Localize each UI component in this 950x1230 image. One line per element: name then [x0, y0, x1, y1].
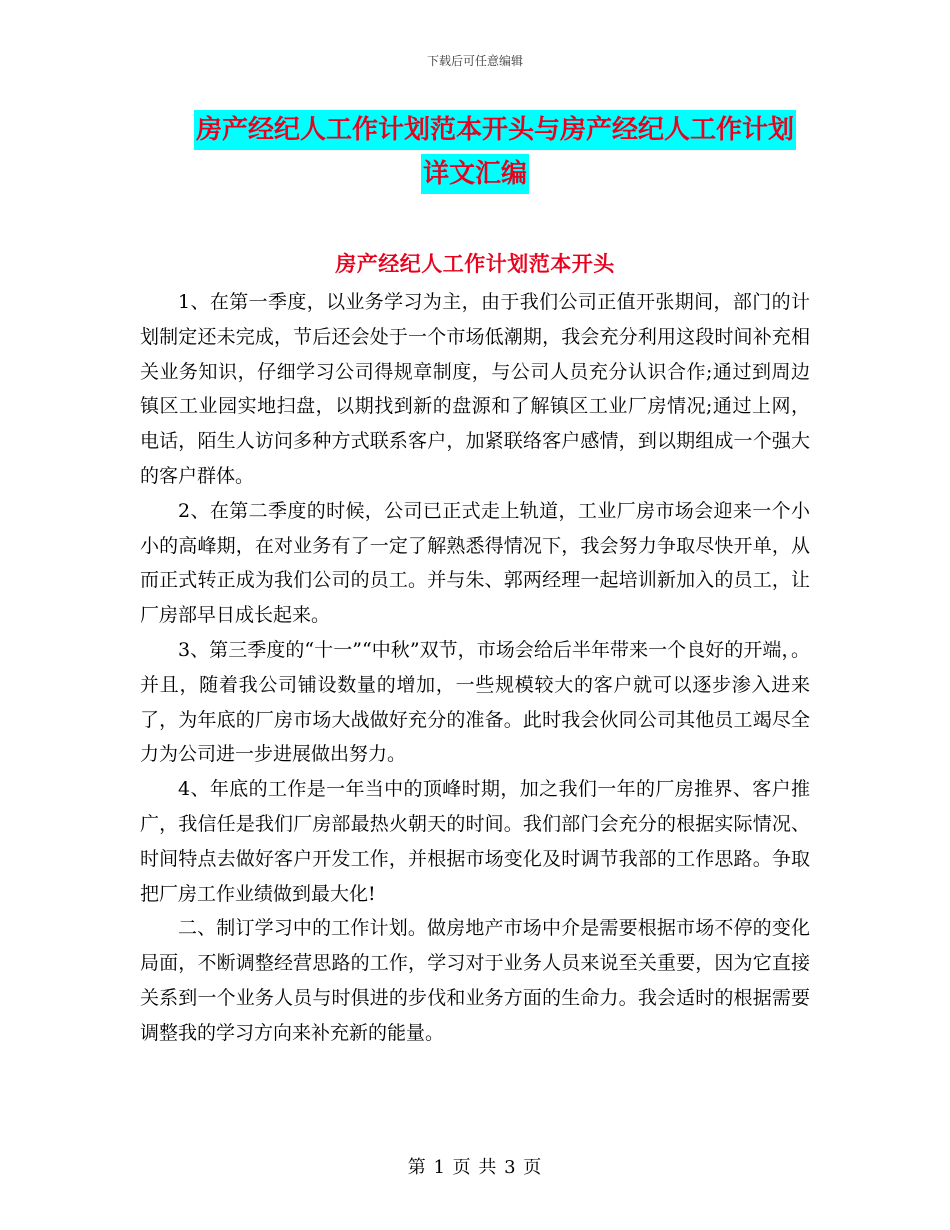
page-header-note: 下载后可任意编辑 — [426, 54, 523, 68]
paragraph: 2、在第二季度的时候，公司已正式走上轨道，工业厂房市场会迎来一个小小的高峰期，在对业务有了一定了解熟悉得情况下，我会努力争取尽快开单，从而正式转正成为我们公司的员工。并与朱、郭两经理一起培训新加入的员工，让厂房部早日成长起来。 — [140, 499, 810, 627]
section-title: 房产经纪人工作计划范本开头 — [335, 251, 615, 276]
document-title-line-1: 房产经纪人工作计划范本开头与房产经纪人工作计划 — [194, 110, 796, 150]
paragraph: 二、制订学习中的工作计划。做房地产市场中介是需要根据市场不停的变化局面，不断调整经营思路的工作，学习对于业务人员来说至关重要，因为它直接关系到一个业务人员与时俱进的步伐和业务方面的生命力。我会适时的根据需要调整我的学习方向来补充新的能量。 — [140, 917, 810, 1044]
document-body — [140, 285, 810, 1051]
paragraph: 1、在第一季度，以业务学习为主，由于我们公司正值开张期间，部门的计划制定还未完成，节后还会处于一个市场低潮期，我会充分利用这段时间补充相关业务知识，仔细学习公司得规章制度，与公司人员充分认识合作;通过到周边镇区工业园实地扫盘，以期找到新的盘源和了解镇区工业厂房情况;通过上网，电话，陌生人访问多种方式联系客户，加紧联络客户感情，到以期组成一个强大的客户群体。 — [140, 291, 810, 487]
page-number: 第 1 页 共 3 页 — [407, 1157, 543, 1178]
document-title — [0, 110, 950, 194]
paragraph: 4、年底的工作是一年当中的顶峰时期，加之我们一年的厂房推界、客户推广，我信任是我们厂房部最热火朝天的时间。我们部门会充分的根据实际情况、时间特点去做好客户开发工作，并根据市场变化及时调节我部的工作思路。争取把厂房工作业绩做到最大化! — [140, 778, 810, 905]
paragraph: 3、第三季度的“十一”“中秋”双节，市场会给后半年带来一个良好的开端，。并且，随着我公司铺设数量的增加，一些规模较大的客户就可以逐步渗入进来了，为年底的厂房市场大战做好充分的准备。此时我会伙同公司其他员工竭尽全力为公司进一步进展做出努力。 — [140, 638, 810, 766]
document-title-line-2: 详文汇编 — [421, 154, 529, 194]
